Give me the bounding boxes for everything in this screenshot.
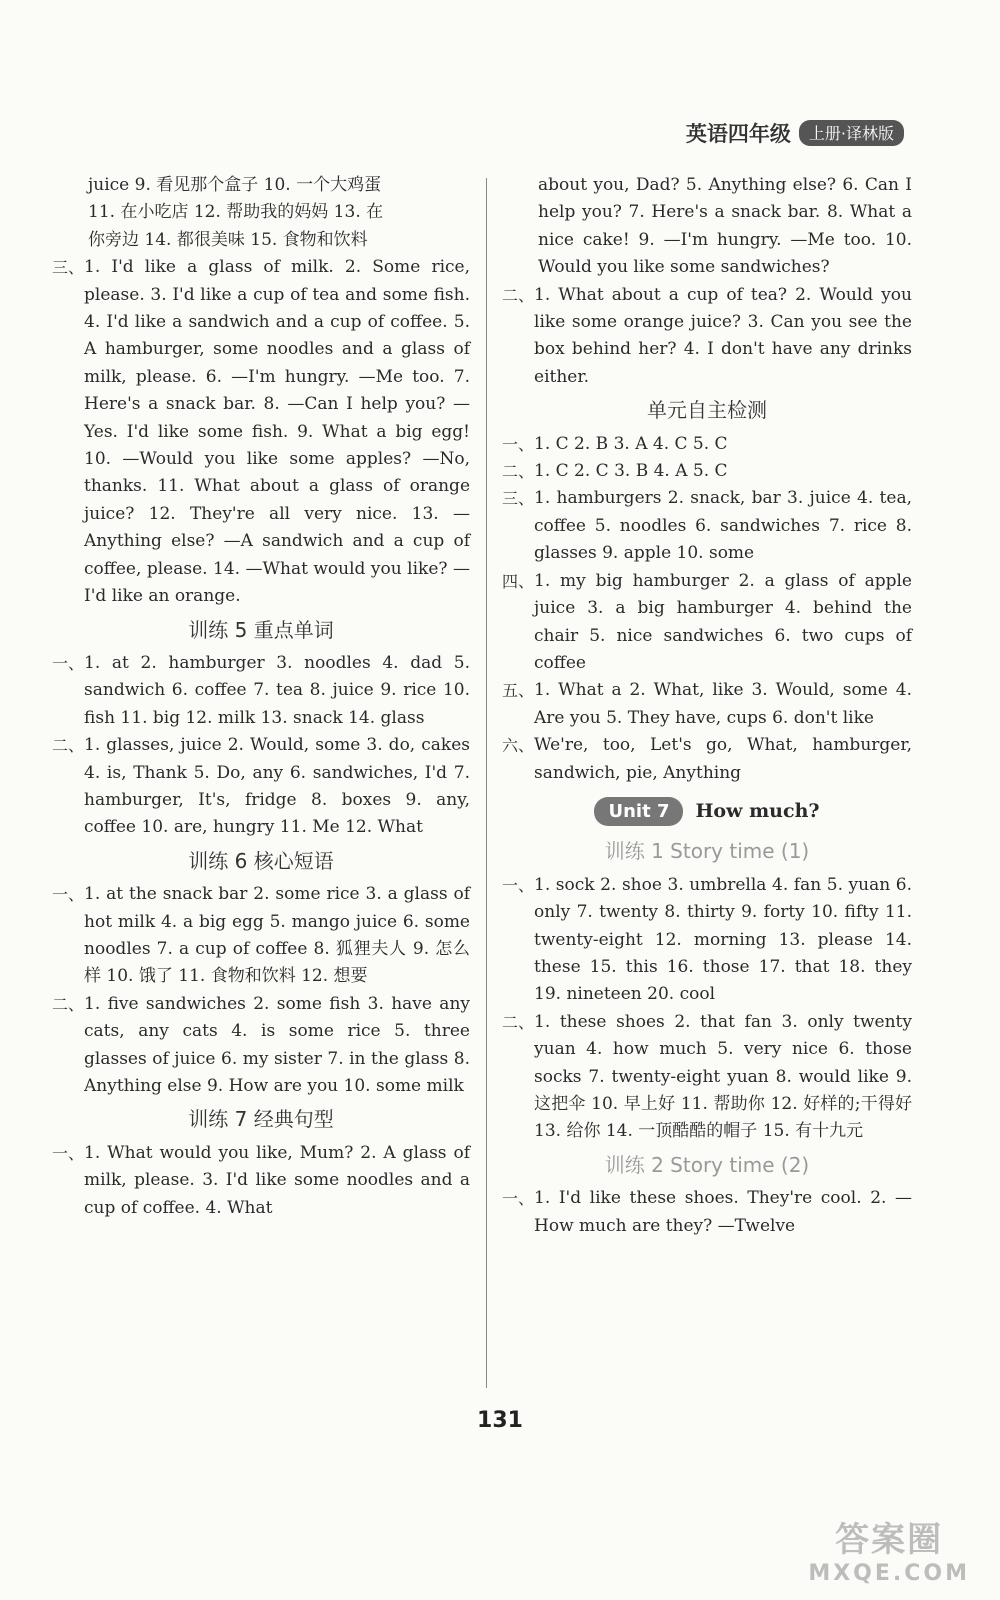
part-answers: 1. What about a cup of tea? 2. Would you like some orange juice? 3. Can you see the box behind her? 4. I don't have any drinks either. (534, 284, 912, 387)
part-answers: We're, too, Let's go, What, hamburger, sandwich, pie, Anything (534, 735, 912, 783)
part-number: 二、 (52, 994, 85, 1014)
part-number: 一、 (52, 1143, 85, 1163)
part-answers: 1. at 2. hamburger 3. noodles 4. dad 5. sandwich 6. coffee 7. tea 8. juice 9. rice 10. fish 11. big 12. milk 13. snack 14. glass (84, 652, 470, 728)
left-column (52, 172, 470, 1222)
answer-part-1 (502, 872, 912, 1009)
column-divider (486, 178, 487, 1388)
part-number: 一、 (502, 1189, 535, 1209)
unit-badge: Unit 7 (594, 797, 683, 826)
answer-part-1 (52, 1140, 470, 1222)
answer-part-1 (52, 881, 470, 991)
part-number: 二、 (502, 1012, 535, 1032)
previous-answers-continuation (52, 172, 470, 254)
part-number: 六、 (502, 736, 535, 756)
answer-part-2 (502, 282, 912, 392)
right-column (502, 172, 912, 1240)
part-answers: 1. C 2. B 3. A 4. C 5. C (534, 433, 728, 454)
edition-badge: 上册·译林版 (799, 120, 904, 146)
part-answers: 1. these shoes 2. that fan 3. only twenty yuan 4. how much 5. very nice 6. those socks 7. twenty-eight yuan 8. would like 9. 这把伞 10. 早上好 11. 帮助你 12. 好样的;干得好 13. 给你 14. 一顶酷酷的帽子 15. 有十九元 (534, 1011, 912, 1142)
page-header (686, 118, 904, 148)
answer-part-2 (52, 991, 470, 1101)
answer-part-1 (52, 650, 470, 732)
part-number: 二、 (502, 285, 535, 305)
answers-continuation: about you, Dad? 5. Anything else? 6. Can I help you? 7. Here's a snack bar. 8. What a nice cake! 9. —I'm hungry. —Me too. 10. Would you like some sandwiches? (538, 175, 912, 278)
watermark-logo: 答案圈 (835, 1520, 944, 1560)
part-answers: 1. five sandwiches 2. some fish 3. have any cats, any cats 4. is some rice 5. three glasses of juice 6. my sister 7. in the glass 8. Anything else 9. How are you 10. some milk (84, 993, 470, 1096)
answer-part-1 (502, 1185, 912, 1240)
part-answers: 1. I'd like these shoes. They're cool. 2. —How much are they? —Twelve (534, 1188, 912, 1236)
part-answers: 1. C 2. C 3. B 4. A 5. C (534, 461, 728, 482)
book-subject: 英语四年级 (685, 122, 791, 146)
section-title-training-6: 训练 6 核心短语 (188, 848, 334, 873)
answer-part-5 (502, 677, 912, 732)
section-title-training-7: 训练 7 经典句型 (188, 1107, 334, 1132)
part-answers: 1. What a 2. What, like 3. Would, some 4. Are you 5. They have, cups 6. don't like (534, 680, 912, 728)
answer-part-3 (502, 485, 912, 567)
part-answers: 1. I'd like a glass of milk. 2. Some rice, please. 3. I'd like a cup of tea and some fish. 4. I'd like a sandwich and a cup of coffee. 5. A hamburger, some noodles and a glass of milk, please. 6. —I'm hungry. —Me too. 7. Here's a snack bar. 8. —Can I help you? —Yes. I'd like some fish. 9. What a big egg! 10. —Would you like some apples? —No, thanks. 11. What about a glass of orange juice? 12. They're all very nice. 13. —Anything else? —A sandwich and a cup of coffee, please. 14. —What would you like? —I'd like an orange. (84, 257, 470, 607)
part-answers: 1. What would you like, Mum? 2. A glass of milk, please. 3. I'd like some noodles and a cup of coffee. 4. What (84, 1142, 470, 1218)
page-number: 131 (477, 1408, 523, 1433)
part-number: 一、 (52, 885, 85, 905)
section-title-story-time-1: 训练 1 Story time (1) (604, 839, 810, 864)
site-watermark (808, 1512, 970, 1586)
continuation-line: 你旁边 14. 都很美味 15. 食物和饮料 (88, 229, 368, 250)
answer-part-2 (502, 1009, 912, 1146)
part-number: 一、 (502, 875, 535, 895)
answer-part-2 (52, 732, 470, 842)
part-answers: 1. hamburgers 2. snack, bar 3. juice 4. tea, coffee 5. noodles 6. sandwiches 7. rice 8. glasses 9. apple 10. some (534, 488, 912, 564)
part-answers: 1. glasses, juice 2. Would, some 3. do, cakes 4. is, Thank 5. Do, any 6. sandwiches, I'd 7. hamburger, It's, fridge 8. boxes 9. any, coffee 10. are, hungry 11. Me 12. What (84, 735, 470, 838)
section-title-story-time-2: 训练 2 Story time (2) (604, 1152, 810, 1177)
part-answers: 1. sock 2. shoe 3. umbrella 4. fan 5. yuan 6. only 7. twenty 8. thirty 9. forty 10. fifty 11. twenty-eight 12. morning 13. please 14. these 15. this 16. those 17. that 18. they 19. nineteen 20. cool (534, 874, 912, 1005)
section-title-training-5: 训练 5 重点单词 (188, 617, 334, 642)
part-number: 二、 (502, 462, 535, 482)
section-title-unit-test: 单元自主检测 (647, 398, 767, 423)
answer-part-2 (502, 458, 912, 485)
part-number: 三、 (502, 489, 535, 509)
unit-title: How much? (695, 799, 820, 822)
answer-part-4 (502, 568, 912, 678)
unit-heading (502, 797, 912, 826)
answer-part-6 (502, 732, 912, 787)
watermark-url: MXQE.COM (808, 1561, 970, 1586)
part-number: 一、 (52, 653, 85, 673)
part-number: 三、 (52, 258, 85, 278)
answer-part-1 (502, 431, 912, 458)
part-number: 二、 (52, 736, 85, 756)
continuation-line: 11. 在小吃店 12. 帮助我的妈妈 13. 在 (88, 202, 384, 223)
part-number: 五、 (502, 681, 535, 701)
part-number: 一、 (502, 434, 535, 454)
part-number: 四、 (502, 571, 535, 591)
continuation-line: juice 9. 看见那个盒子 10. 一个大鸡蛋 (88, 175, 382, 195)
part-answers: 1. at the snack bar 2. some rice 3. a glass of hot milk 4. a big egg 5. mango juice 6. some noodles 7. a cup of coffee 8. 狐狸夫人 9. 怎么样 10. 饿了 11. 食物和饮料 12. 想要 (84, 884, 470, 987)
answer-part-3 (52, 254, 470, 610)
part-answers: 1. my big hamburger 2. a glass of apple juice 3. a big hamburger 4. behind the chair 5. nice sandwiches 6. two cups of coffee (534, 570, 912, 673)
